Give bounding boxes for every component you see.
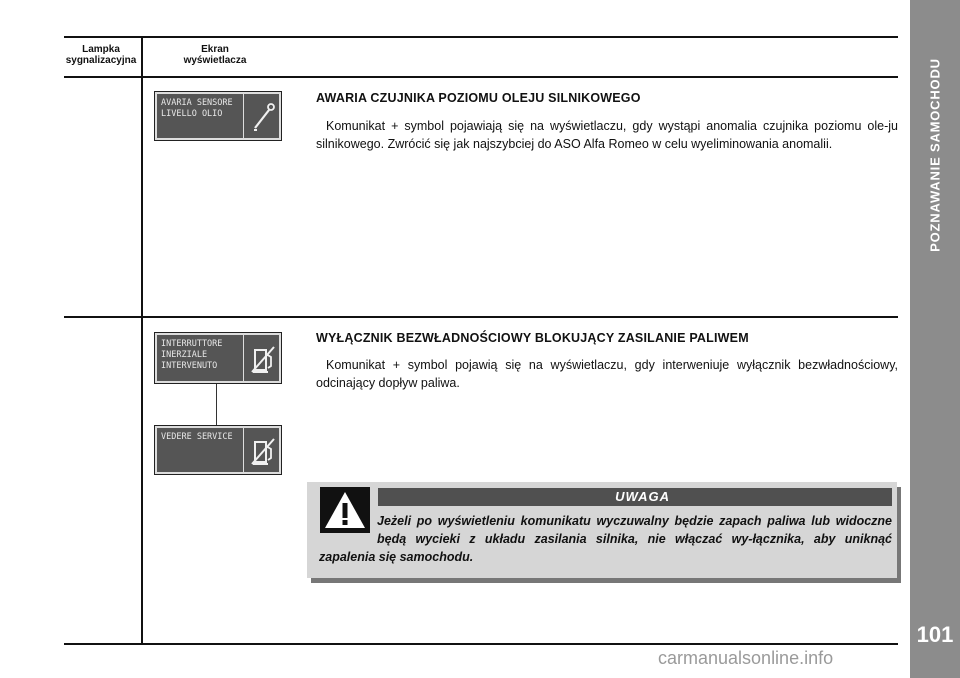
header-col-lamp-line1: Lampka (82, 44, 120, 55)
section2-body (316, 356, 898, 392)
oil-dipstick-icon (249, 100, 277, 134)
header-rule (64, 76, 898, 78)
header-col-lamp (56, 44, 146, 66)
warning-text-block (319, 512, 892, 566)
display-separator (243, 428, 244, 472)
sidebar-title (910, 0, 960, 300)
header-col-display (170, 44, 260, 66)
column-divider (141, 36, 143, 645)
section2-body-text: Komunikat + symbol pojawią się na wyświetlaczu, gdy interweniuje wyłącznik bezwładnościowy, odcinający dopływ paliwa. (316, 358, 898, 390)
sidebar-title-text: POZNAWANIE SAMOCHODU (927, 58, 943, 252)
display-inertia-switch-text: INTERRUTTORE INERZIALE INTERVENUTO (161, 339, 223, 371)
display-inertia-switch (155, 333, 281, 383)
row-divider (64, 316, 898, 318)
warning-text: Jeżeli po wyświetleniu komunikatu wyczuwalny będzie zapach paliwa lub widoczne będą wycieki z układu zasilania silnika, nie włączać wy-łącznika, aby uniknąć zapalenia się samochodu. (319, 514, 892, 564)
display-separator (243, 94, 244, 138)
section2-title: WYŁĄCZNIK BEZWŁADNOŚCIOWY BLOKUJĄCY ZASILANIE PALIWEM (316, 331, 749, 345)
section1-title: AWARIA CZUJNIKA POZIOMU OLEJU SILNIKOWEGO (316, 91, 641, 105)
page-number: 101 (916, 622, 954, 647)
watermark: carmanualsonline.info (658, 648, 834, 668)
display-see-service (155, 426, 281, 474)
header-col-lamp-line2: sygnalizacyjna (65, 55, 137, 66)
header-col-display-line2: wyświetlacza (183, 55, 247, 66)
top-rule (64, 36, 898, 38)
display-oil-sensor-text: AVARIA SENSORE LIVELLO OLIO (161, 98, 233, 119)
header-col-display-line1: Ekran (201, 44, 229, 55)
section1-body (316, 117, 898, 153)
display-see-service-text: VEDERE SERVICE (161, 432, 233, 442)
display-connector (216, 384, 217, 426)
fuel-cutoff-icon (249, 342, 277, 376)
warning-label-bar (378, 488, 892, 506)
bottom-rule (64, 643, 898, 645)
section1-body-text: Komunikat + symbol pojawiają się na wyświetlaczu, gdy wystąpi anomalia czujnika poziomu ole-ju silnikowego. Zwrócić się jak najszybciej do ASO Alfa Romeo w celu wyeliminowania anomalii. (316, 119, 898, 151)
fuel-cutoff-icon (249, 434, 277, 468)
display-oil-sensor (155, 92, 281, 140)
warning-label: UWAGA (615, 489, 670, 504)
display-separator (243, 335, 244, 381)
